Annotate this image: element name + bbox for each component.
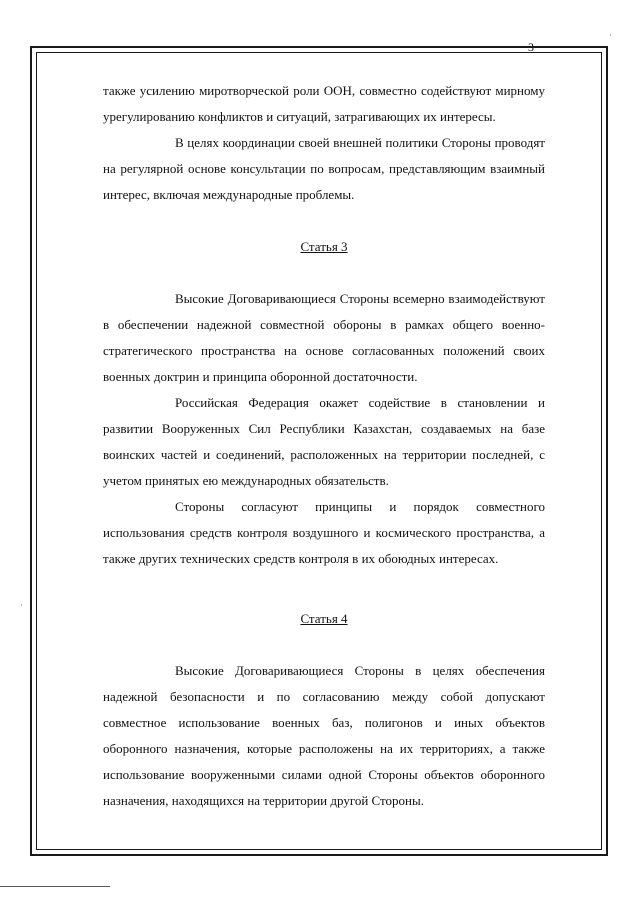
- scan-speck: ·: [20, 600, 23, 610]
- article-4-heading: Статья 4: [300, 611, 348, 626]
- scan-speck: ·: [609, 30, 612, 40]
- spacer: [103, 208, 545, 234]
- article-3-paragraph-2: Российская Федерация окажет содействие в становлении и развитии Вооруженных Сил Республики Казахстан, создаваемых на базе воинских частей и соединений, расположенных на территории последней, с учетом принятых ею международных обязательств.: [103, 395, 545, 488]
- footer-rule: [0, 886, 110, 887]
- spacer: [103, 572, 545, 606]
- spacer: [103, 632, 545, 658]
- article-3-paragraph-3: Стороны согласуют принципы и порядок совместного использования средств контроля воздушного и космического пространства, а также других технических средств контроля в их обоюдных интересах.: [103, 499, 545, 566]
- document-body: [103, 78, 545, 814]
- page-number: 3: [528, 40, 534, 54]
- paragraph-continuation: также усилению миротворческой роли ООН, совместно содействуют мирному урегулированию конфликтов и ситуаций, затрагивающих их интересы.: [103, 83, 545, 124]
- spacer: [103, 260, 545, 286]
- article-3-paragraph-1: Высокие Договаривающиеся Стороны всемерно взаимодействуют в обеспечении надежной совместной обороны в рамках общего военно-стратегического пространства на основе согласованных положений своих военных доктрин и принципа оборонной достаточности.: [103, 291, 545, 384]
- article-3-heading: Статья 3: [300, 239, 348, 254]
- paragraph-consultations: В целях координации своей внешней политики Стороны проводят на регулярной основе консультации по вопросам, представляющим взаимный интерес, включая международные проблемы.: [103, 135, 545, 202]
- article-4-paragraph-1: Высокие Договаривающиеся Стороны в целях обеспечения надежной безопасности и по согласованию между собой допускают совместное использование военных баз, полигонов и иных объектов оборонного назначения, которые расположены на их территориях, а также использование вооруженными силами одной Стороны объектов оборонного назначения, находящихся на территории другой Стороны.: [103, 663, 545, 808]
